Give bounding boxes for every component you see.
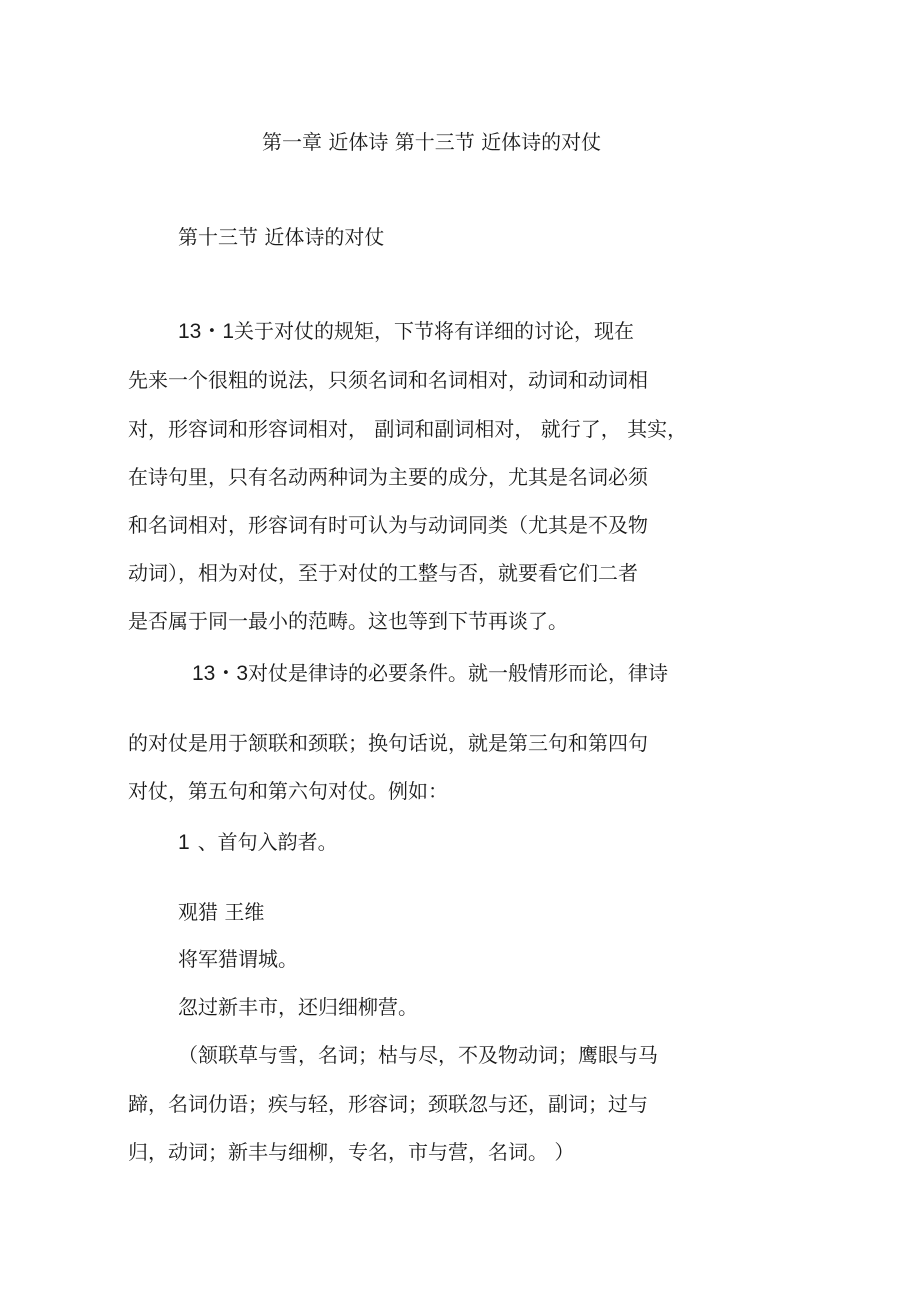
section-heading: 第十三节 近体诗的对仗 (178, 225, 385, 249)
paragraph-first-line (178, 318, 634, 345)
document-title: 第一章 近体诗 第十三节 近体诗的对仗 (262, 130, 602, 154)
paragraph-first-line (192, 660, 668, 687)
paragraph-line: 先来一个很粗的说法，只须名词和名词相对，动词和动词相 (128, 368, 648, 392)
paragraph-line: 是否属于同一最小的范畴。这也等到下节再谈了。 (128, 609, 568, 633)
paragraph-text: 关于对仗的规矩，下节将有详细的讨论，现在 (234, 319, 635, 343)
paragraph-line: 在诗句里，只有名动两种词为主要的成分，尤其是名词必须 (128, 465, 648, 489)
paragraph-text: 对仗是律诗的必要条件。就一般情形而论，律诗 (248, 661, 669, 685)
paragraph-line: 对，形容词和形容词相对， 副词和副词相对， 就行了， 其实， (128, 417, 688, 441)
paragraph-line: 和名词相对，形容词有时可认为与动词同类（尤其是不及物 (128, 513, 648, 537)
note-line: （颔联草与雪，名词；枯与尽，不及物动词；鹰眼与马 (178, 1043, 658, 1067)
paragraph-line: 对仗，第五句和第六句对仗。例如： (128, 779, 448, 803)
section-number: 13・3 (192, 662, 249, 685)
paragraph-line: 的对仗是用于颔联和颈联；换句话说，就是第三句和第四句 (128, 731, 648, 755)
list-item-text: 、首句入韵者。 (197, 830, 338, 854)
poem-title: 观猎 王维 (178, 900, 265, 924)
poem-line: 将军猎谓城。 (178, 947, 298, 971)
section-number: 13・1 (178, 320, 235, 343)
list-item (178, 829, 338, 856)
paragraph-line: 动词），相为对仗，至于对仗的工整与否，就要看它们二者 (128, 561, 638, 585)
list-number: 1 (178, 831, 190, 854)
poem-line: 忽过新丰市，还归细柳营。 (178, 995, 418, 1019)
note-line: 归，动词；新丰与细柳，专名，市与营，名词。 ） (128, 1140, 575, 1164)
note-line: 蹄，名词仂语；疾与轻，形容词；颈联忽与还，副词；过与 (128, 1092, 648, 1116)
